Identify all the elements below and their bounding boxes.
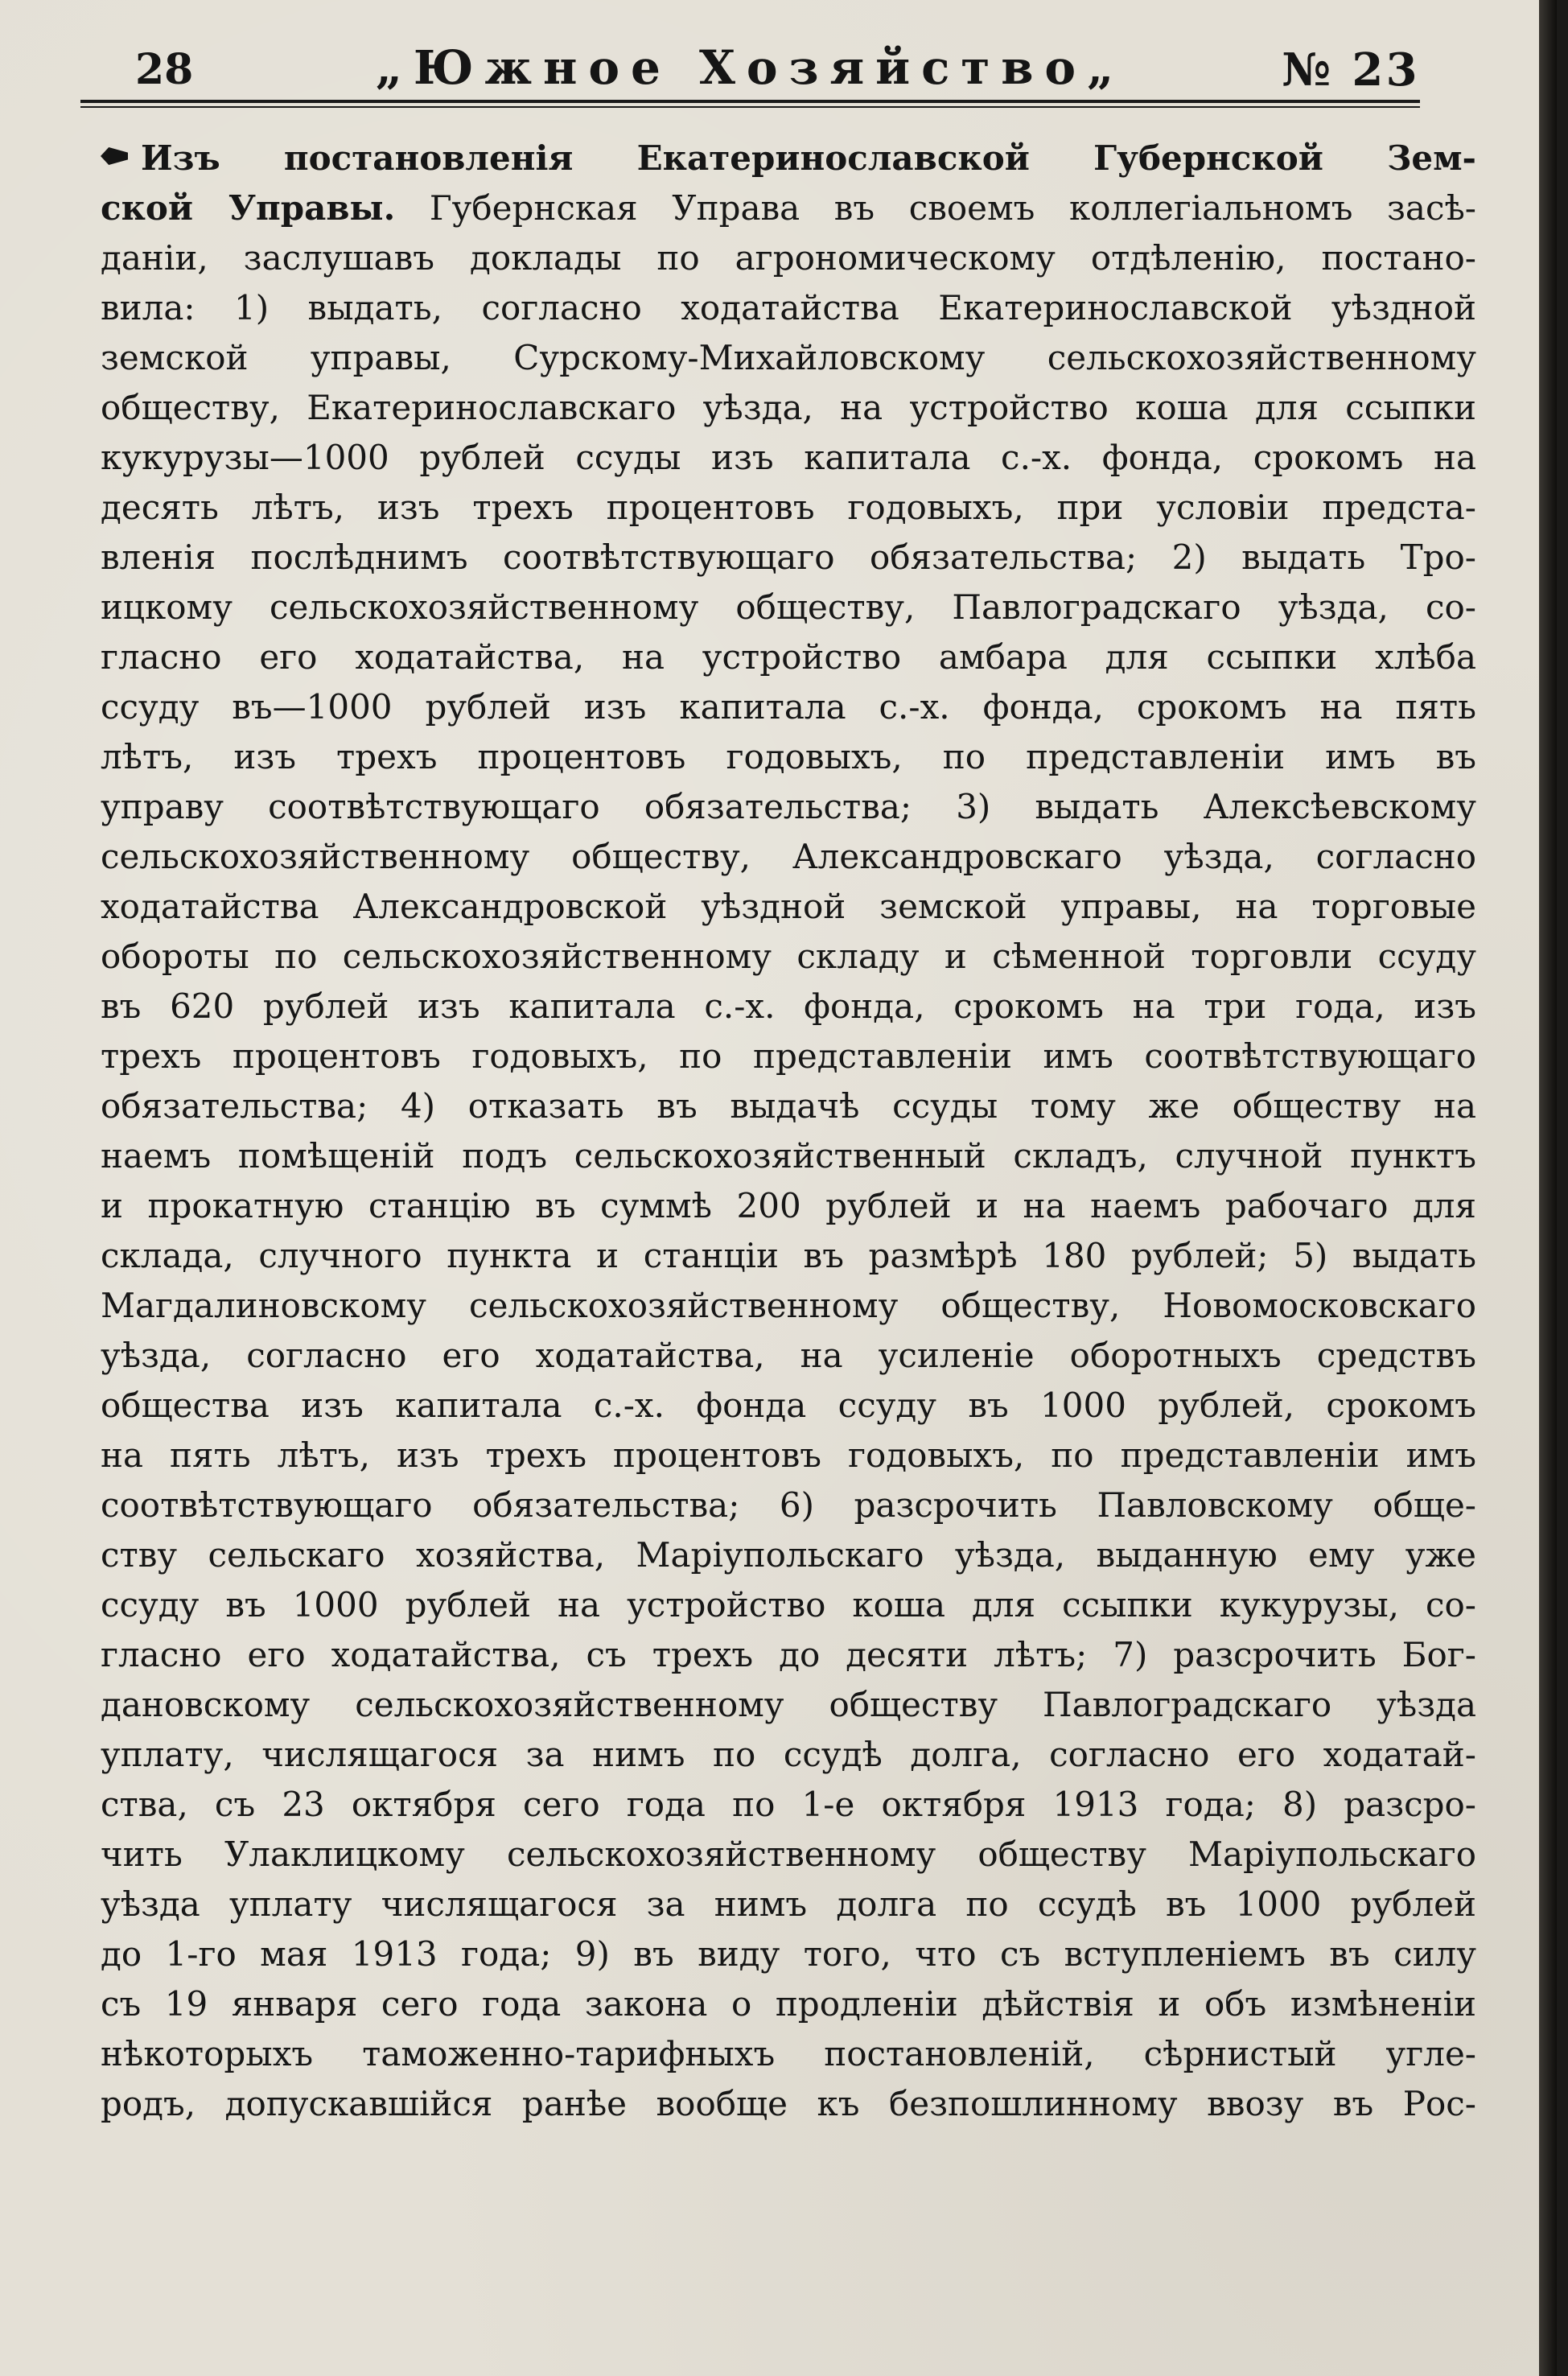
article-line: ства, съ 23 октября сего года по 1-е октября 1913 года; 8) разсро- — [101, 1785, 1476, 1824]
article-line: въ 620 рублей изъ капитала с.-х. фонда, срокомъ на три года, изъ — [101, 986, 1476, 1026]
article-line: ходатайства Александровской уѣздной земской управы, на торговые — [101, 887, 1476, 926]
article-line: трехъ процентовъ годовыхъ, по представленіи имъ соотвѣтствующаго — [101, 1036, 1476, 1076]
article-line: общества изъ капитала с.-х. фонда ссуду въ 1000 рублей, срокомъ — [101, 1386, 1476, 1425]
article-line: Магдалиновскому сельскохозяйственному обществу, Новомосковскаго — [101, 1286, 1476, 1325]
article-line: уплату, числящагося за нимъ по ссудѣ долга, согласно его ходатай- — [101, 1735, 1476, 1774]
issue-number: № 23 — [1282, 43, 1420, 97]
article-heading: Изъ постановленія Екатеринославской Губернской Зем- — [141, 138, 1476, 178]
running-title: „Южное Хозяйство„ — [375, 40, 1126, 95]
article-line: дановскому сельскохозяйственному обществу Павлоградскаго уѣзда — [101, 1685, 1476, 1724]
article-line: на пять лѣтъ, изъ трехъ процентовъ годовыхъ, по представленіи имъ — [101, 1435, 1476, 1475]
article-body — [101, 134, 1476, 2129]
article-line: обороты по сельскохозяйственному складу и сѣменной торговли ссуду — [101, 937, 1476, 976]
article-heading-line — [101, 134, 1476, 183]
article-line: наемъ помѣщеній подъ сельскохозяйственный складъ, случной пунктъ — [101, 1136, 1476, 1176]
article-line: ицкому сельскохозяйственному обществу, Павлоградскаго уѣзда, со- — [101, 587, 1476, 627]
article-line: управу соотвѣтствующаго обязательства; 3) выдать Алексѣевскому — [101, 787, 1476, 826]
article-line — [101, 183, 1476, 233]
article-line: склада, случного пункта и станціи въ размѣрѣ 180 рублей; 5) выдать — [101, 1236, 1476, 1275]
article-line: уѣзда уплату числящагося за нимъ долга по ссудѣ въ 1000 рублей — [101, 1884, 1476, 1924]
article-line: лѣтъ, изъ трехъ процентовъ годовыхъ, по представленіи имъ въ — [101, 737, 1476, 776]
article-heading-end: ской Управы. — [101, 188, 396, 228]
article-line: до 1-го мая 1913 года; 9) въ виду того, что съ вступленіемъ въ силу — [101, 1934, 1476, 1974]
article-lines — [101, 233, 1476, 2129]
page-number: 28 — [135, 45, 194, 94]
article-line: гласно его ходатайства, съ трехъ до десяти лѣтъ; 7) разсрочить Бог- — [101, 1635, 1476, 1674]
article-line: земской управы, Сурскому-Михайловскому сельскохозяйственному — [101, 338, 1476, 377]
page-edge-shadow — [1539, 0, 1557, 2376]
article-text: Губернская Управа въ своемъ коллегіальномъ засѣ- — [429, 188, 1476, 228]
article-line: кукурузы—1000 рублей ссуды изъ капитала с.-х. фонда, срокомъ на — [101, 438, 1476, 477]
header-rule — [80, 100, 1420, 108]
article-line: десять лѣтъ, изъ трехъ процентовъ годовыхъ, при условіи предста- — [101, 488, 1476, 527]
article-line: родъ, допускавшійся ранѣе вообще къ безпошлинному ввозу въ Рос- — [101, 2084, 1476, 2123]
article-line: вила: 1) выдать, согласно ходатайства Екатеринославской уѣздной — [101, 288, 1476, 327]
article-line: чить Улаклицкому сельскохозяйственному обществу Маріупольскаго — [101, 1835, 1476, 1874]
article-line: уѣзда, согласно его ходатайства, на усиленіе оборотныхъ средствъ — [101, 1336, 1476, 1375]
article-line: ссуду въ 1000 рублей на устройство коша для ссыпки кукурузы, со- — [101, 1585, 1476, 1624]
article-line: нѣкоторыхъ таможенно-тарифныхъ постановленій, сѣрнистый угле- — [101, 2034, 1476, 2073]
article-line: соотвѣтствующаго обязательства; 6) разсрочить Павловскому обще- — [101, 1485, 1476, 1525]
article-line: вленія послѣднимъ соотвѣтствующаго обязательства; 2) выдать Тро- — [101, 537, 1476, 577]
article-line: обществу, Екатеринославскаго уѣзда, на устройство коша для ссыпки — [101, 388, 1476, 427]
article-line: сельскохозяйственному обществу, Александровскаго уѣзда, согласно — [101, 837, 1476, 876]
article-line: съ 19 января сего года закона о продленіи дѣйствія и объ измѣненіи — [101, 1984, 1476, 2024]
article-line: гласно его ходатайства, на устройство амбара для ссыпки хлѣба — [101, 637, 1476, 677]
article-line: обязательства; 4) отказать въ выдачѣ ссуды тому же обществу на — [101, 1086, 1476, 1126]
article-line: и прокатную станцію въ суммѣ 200 рублей и на наемъ рабочаго для — [101, 1186, 1476, 1225]
ornament-bullet-icon — [101, 147, 128, 165]
page-header — [80, 40, 1420, 105]
article-line: ству сельскаго хозяйства, Маріупольскаго уѣзда, выданную ему уже — [101, 1535, 1476, 1575]
article-line: ссуду въ—1000 рублей изъ капитала с.-х. фонда, срокомъ на пять — [101, 687, 1476, 727]
article-line: даніи, заслушавъ доклады по агрономическому отдѣленію, постано- — [101, 238, 1476, 278]
